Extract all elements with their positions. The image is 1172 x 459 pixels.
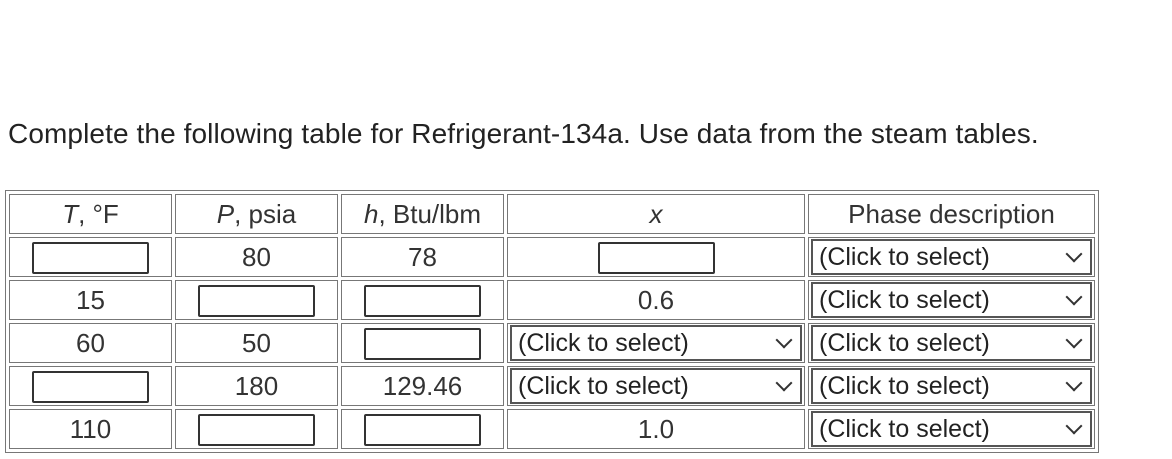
cell-temperature: 15 [9, 280, 172, 320]
cell-quality [507, 323, 805, 363]
cell-quality: 1.0 [507, 409, 805, 449]
cell-phase [808, 237, 1095, 277]
cell-quality: 0.6 [507, 280, 805, 320]
cell-enthalpy [341, 280, 504, 320]
phase-select[interactable] [811, 411, 1092, 447]
cell-temperature: 110 [9, 409, 172, 449]
quality-select[interactable] [510, 325, 802, 361]
cell-phase [808, 323, 1095, 363]
pressure-input[interactable] [198, 414, 315, 446]
quality-select-value: (Click to select) [518, 328, 689, 357]
cell-phase [808, 366, 1095, 406]
chevron-down-icon [1066, 246, 1083, 263]
temperature-input[interactable] [32, 371, 149, 403]
phase-select-value: (Click to select) [819, 414, 990, 443]
chevron-down-icon [1066, 375, 1083, 392]
header-quality [507, 194, 805, 234]
header-enthalpy [341, 194, 504, 234]
header-row [9, 194, 1095, 234]
phase-select-value: (Click to select) [819, 285, 990, 314]
phase-select[interactable] [811, 282, 1092, 318]
quality-input[interactable] [598, 242, 715, 274]
header-pressure [175, 194, 338, 234]
pressure-symbol: P [216, 198, 235, 229]
enthalpy-unit: , Btu/lbm [378, 198, 482, 229]
enthalpy-input[interactable] [364, 285, 481, 317]
property-table [5, 190, 1099, 453]
cell-pressure [175, 280, 338, 320]
table-row [9, 366, 1095, 406]
cell-pressure [175, 409, 338, 449]
enthalpy-symbol: h [363, 198, 379, 229]
table-row [9, 280, 1095, 320]
pressure-unit: , psia [234, 198, 297, 229]
cell-quality [507, 366, 805, 406]
chevron-down-icon [776, 332, 793, 349]
temperature-unit: , °F [78, 198, 119, 229]
chevron-down-icon [1066, 332, 1083, 349]
chevron-down-icon [776, 375, 793, 392]
cell-temperature [9, 366, 172, 406]
header-phase: Phase description [808, 194, 1095, 234]
chevron-down-icon [1066, 289, 1083, 306]
phase-select-value: (Click to select) [819, 328, 990, 357]
quality-select-value: (Click to select) [518, 371, 689, 400]
phase-select[interactable] [811, 368, 1092, 404]
cell-enthalpy [341, 323, 504, 363]
cell-phase [808, 280, 1095, 320]
cell-pressure: 50 [175, 323, 338, 363]
cell-enthalpy: 129.46 [341, 366, 504, 406]
cell-enthalpy: 78 [341, 237, 504, 277]
table-row [9, 237, 1095, 277]
header-temperature [9, 194, 172, 234]
cell-phase [808, 409, 1095, 449]
enthalpy-input[interactable] [364, 414, 481, 446]
phase-select[interactable] [811, 239, 1092, 275]
phase-select-value: (Click to select) [819, 371, 990, 400]
cell-enthalpy [341, 409, 504, 449]
phase-select[interactable] [811, 325, 1092, 361]
cell-temperature: 60 [9, 323, 172, 363]
temperature-input[interactable] [32, 242, 149, 274]
cell-quality [507, 237, 805, 277]
enthalpy-input[interactable] [364, 328, 481, 360]
quality-select[interactable] [510, 368, 802, 404]
cell-pressure: 80 [175, 237, 338, 277]
quality-symbol: x [649, 198, 663, 229]
cell-temperature [9, 237, 172, 277]
phase-select-value: (Click to select) [819, 242, 990, 271]
cell-pressure: 180 [175, 366, 338, 406]
temperature-symbol: T [62, 198, 79, 229]
pressure-input[interactable] [198, 285, 315, 317]
chevron-down-icon [1066, 418, 1083, 435]
table-row [9, 409, 1095, 449]
instruction-text: Complete the following table for Refrigerant-134a. Use data from the steam tables. [8, 118, 1039, 149]
table-row [9, 323, 1095, 363]
